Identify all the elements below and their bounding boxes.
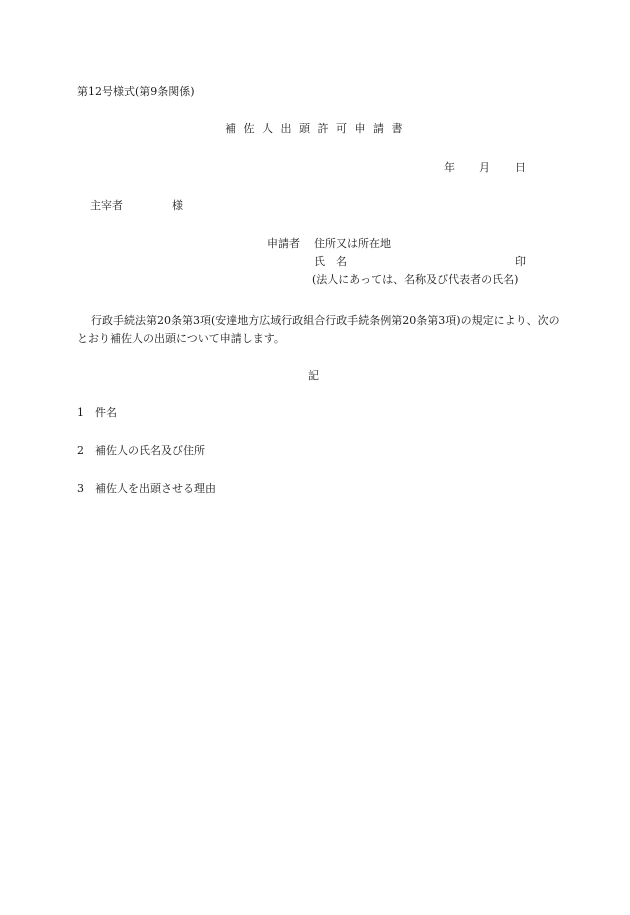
body-paragraph: 行政手続法第20条第3項(安達地方広域行政組合行政手続条例第20条第3項)の規定により、次のとおり補佐人の出頭について申請します。 xyxy=(77,314,560,345)
date-day: 日 xyxy=(515,161,526,174)
applicant-seal-mark: 印 xyxy=(515,255,526,268)
applicant-label: 申請者 xyxy=(267,237,300,250)
applicant-name-label: 氏 名 xyxy=(314,255,347,268)
list-item xyxy=(77,407,117,418)
applicant-note: (法人にあっては、名称及び代表者の氏名) xyxy=(312,273,519,286)
document-title: 補 佐 人 出 頭 許 可 申 請 書 xyxy=(225,122,405,135)
date-year: 年 xyxy=(444,161,455,174)
list-item xyxy=(77,445,205,456)
date-month: 月 xyxy=(479,161,490,174)
item-number: 3 xyxy=(77,482,84,495)
item-number: 1 xyxy=(77,406,84,419)
ki-heading: 記 xyxy=(308,369,319,382)
item-label: 件名 xyxy=(95,406,117,419)
addressee-honorific: 様 xyxy=(172,199,183,212)
form-number: 第12号様式(第9条関係) xyxy=(77,85,195,98)
item-number: 2 xyxy=(77,444,84,457)
applicant-address-label: 住所又は所在地 xyxy=(314,237,391,250)
addressee: 主宰者 xyxy=(90,199,123,212)
list-item xyxy=(77,483,216,494)
item-label: 補佐人の氏名及び住所 xyxy=(95,444,205,457)
item-label: 補佐人を出頭させる理由 xyxy=(95,482,216,495)
